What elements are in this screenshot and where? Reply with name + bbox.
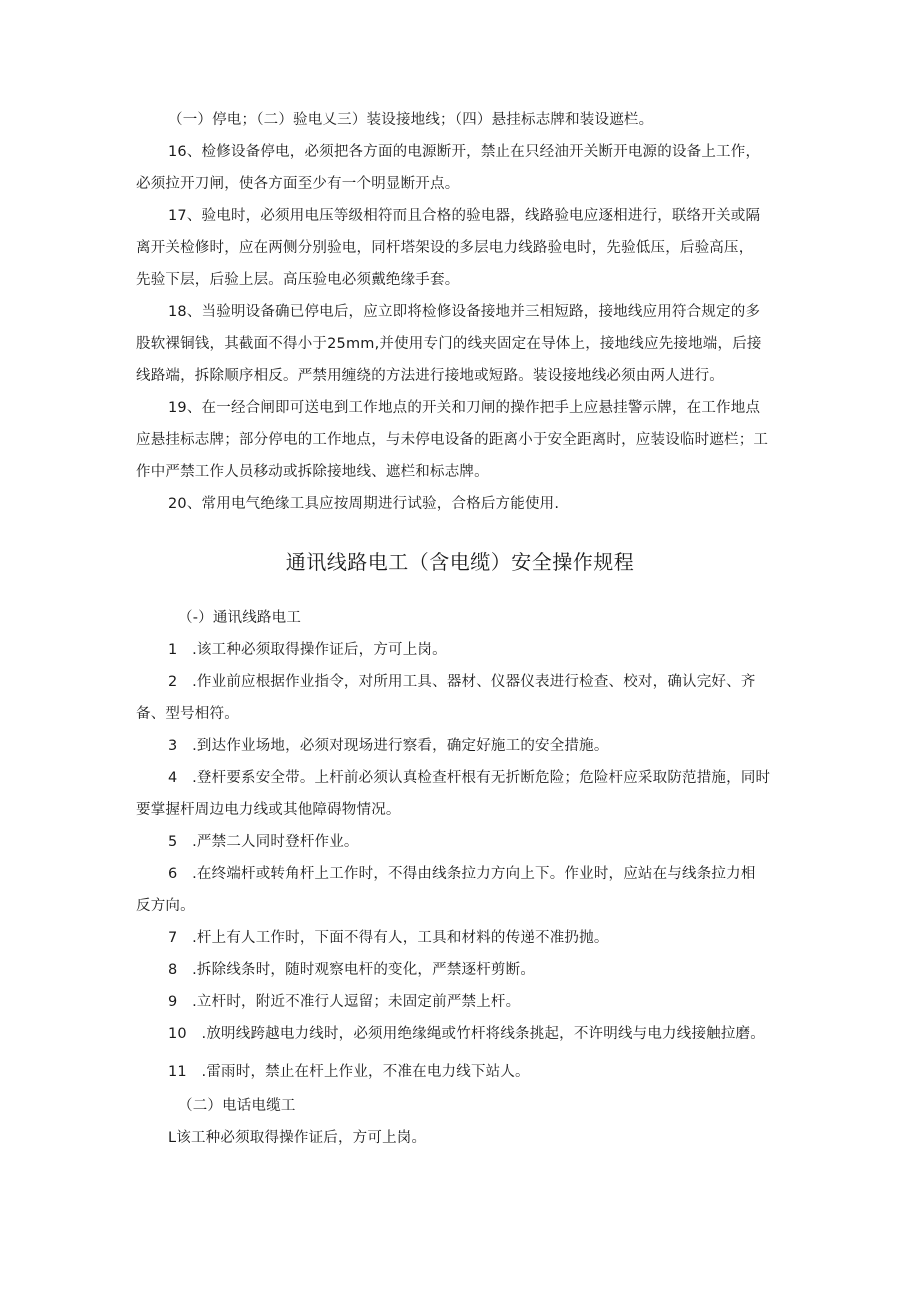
text-line: 10 .放明线跨越电力线时，必须用绝缘绳或竹杆将线条挑起，不许明线与电力线接触拉磨。: [168, 1026, 765, 1042]
text-line: 8 .拆除线条时，随时观察电杆的变化，严禁逐杆剪断。: [168, 962, 536, 978]
text-line: 线路端，拆除顺序相反。严禁用缠绕的方法进行接地或短路。装设接地线必须由两人进行。: [136, 368, 724, 384]
text-line: 17、验电时，必须用电压等级相符而且合格的验电器，线路验电应逐相进行，联络开关或隔: [168, 208, 761, 224]
text-line: （一）停电；（二）验电乂三）装设接地线；（四）悬挂标志牌和装设遮栏。: [168, 112, 654, 128]
text-line: （-）通讯线路电工: [178, 610, 302, 626]
text-line: 11 .雷雨时，禁止在杆上作业，不准在电力线下站人。: [168, 1064, 530, 1080]
text-line: 7 .杆上有人工作时，下面不得有人，工具和材料的传递不准扔抛。: [168, 930, 609, 946]
text-line: （二）电话电缆工: [178, 1098, 296, 1114]
text-line: 2 .作业前应根据作业指令，对所用工具、器材、仪器仪表进行检查、校对，确认完好、齐: [168, 674, 756, 690]
text-line: 要掌握杆周边电力线或其他障碍物情况。: [136, 802, 401, 818]
text-line: 作中严禁工作人员移动或拆除接地线、遮栏和标志牌。: [136, 464, 489, 480]
text-line: 3 .到达作业场地，必须对现场进行察看，确定好施工的安全措施。: [168, 738, 609, 754]
text-line: 备、型号相符。: [136, 706, 239, 722]
text-line: 4 .登杆要系安全带。上杆前必须认真检查杆根有无折断危险；危险杆应采取防范措施，同时: [168, 770, 771, 786]
text-line: 19、在一经合闸即可送电到工作地点的开关和刀闸的操作把手上应悬挂警示牌，在工作地点: [168, 400, 761, 416]
text-line: L该工种必须取得操作证后，方可上岗。: [168, 1130, 427, 1146]
text-line: 18、当验明设备确已停电后，应立即将检修设备接地并三相短路，接地线应用符合规定的多: [168, 304, 761, 320]
text-line: 反方向。: [136, 898, 195, 914]
text-line: 16、检修设备停电，必须把各方面的电源断开，禁止在只经油开关断开电源的设备上工作，: [168, 144, 761, 160]
text-line: 必须拉开刀闸，使各方面至少有一个明显断开点。: [136, 176, 460, 192]
text-line: 先验下层，后验上层。高压验电必须戴绝缘手套。: [136, 272, 460, 288]
text-line: 1 .该工种必须取得操作证后，方可上岗。: [168, 642, 447, 658]
text-line: 应悬挂标志牌；部分停电的工作地点，与未停电设备的距离小于安全距离时，应装设临时遮栏；工: [136, 432, 769, 448]
text-line: 20、常用电气绝缘工具应按周期进行试验，合格后方能使用.: [168, 496, 560, 512]
text-line: 6 .在终端杆或转角杆上工作时，不得由线条拉力方向上下。作业时，应站在与线条拉力相: [168, 866, 756, 882]
section-title: 通讯线路电工（含电缆）安全操作规程: [285, 550, 635, 574]
text-line: 离开关检修时，应在两侧分别验电，同杆塔架设的多层电力线路验电时，先验低压，后验高压，: [136, 240, 754, 256]
text-line: 5 .严禁二人同时登杆作业。: [168, 834, 359, 850]
text-line: 股软裸铜钱，其截面不得小于25mm,并使用专门的线夹固定在导体上，接地线应先接地端，后接: [136, 336, 762, 352]
text-line: 9 .立杆时，附近不准行人逗留；未固定前严禁上杆。: [168, 994, 521, 1010]
